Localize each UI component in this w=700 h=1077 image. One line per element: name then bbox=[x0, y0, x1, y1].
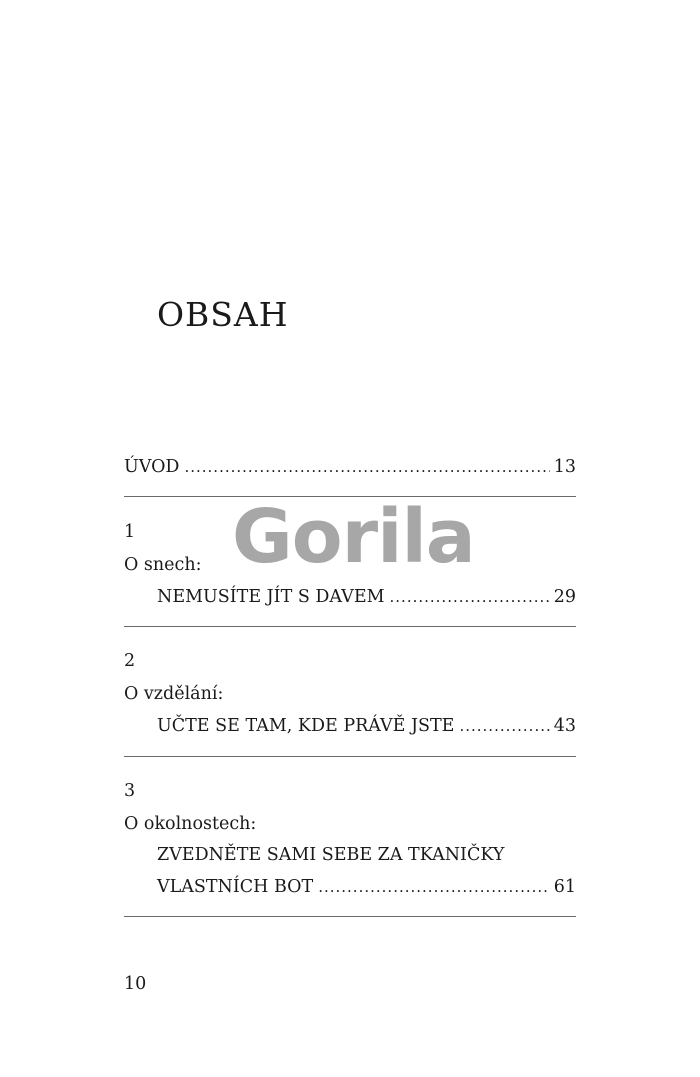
divider bbox=[124, 626, 576, 627]
toc-entry-label: NEMUSÍTE JÍT S DAVEM bbox=[157, 587, 385, 607]
chapter-topic: O vzdělání: bbox=[124, 684, 224, 704]
dot-leader bbox=[390, 585, 550, 609]
divider bbox=[124, 916, 576, 917]
chapter-number: 3 bbox=[124, 781, 136, 801]
chapter-topic: O okolnostech: bbox=[124, 814, 257, 834]
toc-entry-chapter-3[interactable] bbox=[157, 875, 576, 899]
toc-entry-label: UČTE SE TAM, KDE PRÁVĚ JSTE bbox=[157, 716, 455, 736]
chapter-number: 1 bbox=[124, 522, 136, 542]
page-number: 10 bbox=[124, 974, 147, 994]
toc-entry-page: 29 bbox=[553, 587, 576, 607]
watermark-logo: Gorila bbox=[232, 494, 475, 580]
toc-entry-heading-line: ZVEDNĚTE SAMI SEBE ZA TKANIČKY bbox=[157, 845, 505, 865]
dot-leader bbox=[318, 875, 550, 899]
chapter-number: 2 bbox=[124, 651, 136, 671]
page-title: OBSAH bbox=[157, 295, 289, 334]
toc-entry-page: 43 bbox=[553, 716, 576, 736]
toc-entry-chapter-1[interactable] bbox=[157, 585, 576, 609]
toc-entry-chapter-2[interactable] bbox=[157, 714, 576, 738]
toc-entry-label: ÚVOD bbox=[124, 457, 180, 477]
dot-leader bbox=[184, 455, 549, 479]
divider bbox=[124, 756, 576, 757]
toc-entry-page: 13 bbox=[553, 457, 576, 477]
chapter-topic: O snech: bbox=[124, 555, 202, 575]
toc-entry-intro[interactable] bbox=[124, 455, 576, 479]
dot-leader bbox=[459, 714, 549, 738]
toc-entry-page: 61 bbox=[553, 877, 576, 897]
toc-entry-label: VLASTNÍCH BOT bbox=[157, 877, 314, 897]
